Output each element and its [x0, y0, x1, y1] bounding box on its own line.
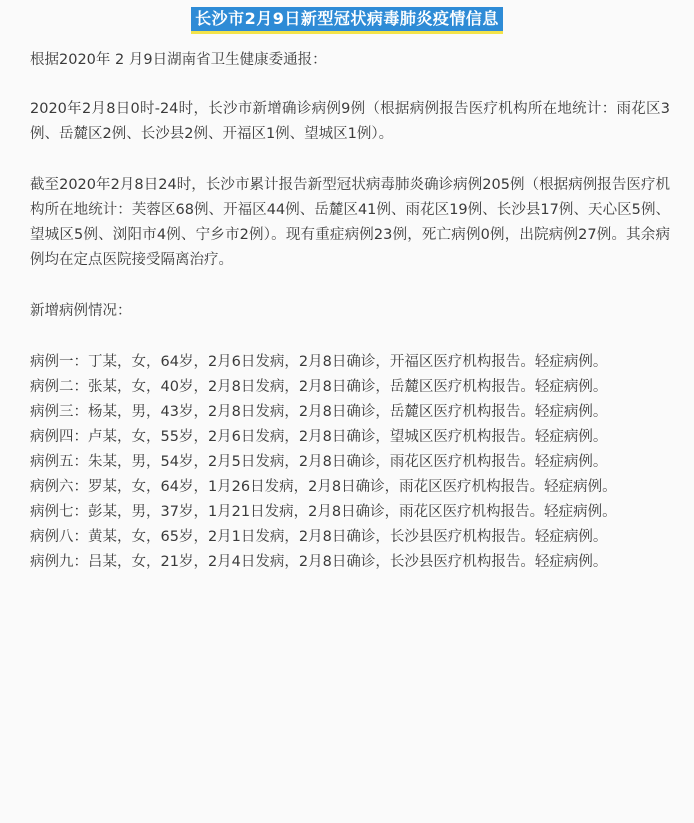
- cumulative-paragraph: 截至2020年2月8日24时，长沙市累计报告新型冠状病毒肺炎确诊病例205例（根据病例报告医疗机构所在地统计：芙蓉区68例、开福区44例、岳麓区41例、雨花区19例、长沙县17例、天心区5例、望城区5例、浏阳市4例、宁乡市2例）。现有重症病例23例，死亡病例0例，出院病例27例。其余病例均在定点医院接受隔离治疗。: [30, 177, 670, 268]
- new-cases-heading: 新增病例情况：: [30, 303, 132, 319]
- case-item: 病例七：彭某，男，37岁，1月21日发病，2月8日确诊，雨花区医疗机构报告。轻症病例。: [30, 504, 617, 520]
- case-item: 病例三：杨某，男，43岁，2月8日发病，2月8日确诊，岳麓区医疗机构报告。轻症病例。: [30, 404, 608, 420]
- daily-new-paragraph: 2020年2月8日0时-24时，长沙市新增确诊病例9例（根据病例报告医疗机构所在地统计：雨花区3例、岳麓区2例、长沙县2例、开福区1例、望城区1例）。: [30, 101, 670, 142]
- case-item: 病例一：丁某，女，64岁，2月6日发病，2月8日确诊，开福区医疗机构报告。轻症病例。: [30, 354, 608, 370]
- case-item: 病例八：黄某，女，65岁，2月1日发病，2月8日确诊，长沙县医疗机构报告。轻症病例。: [30, 529, 608, 545]
- case-item: 病例九：吕某，女，21岁，2月4日发病，2月8日确诊，长沙县医疗机构报告。轻症病例。: [30, 554, 608, 570]
- case-item: 病例二：张某，女，40岁，2月8日发病，2月8日确诊，岳麓区医疗机构报告。轻症病例。: [30, 379, 608, 395]
- intro-paragraph: 根据2020年 2 月9日湖南省卫生健康委通报：: [30, 52, 327, 68]
- case-item: 病例六：罗某，女，64岁，1月26日发病，2月8日确诊，雨花区医疗机构报告。轻症病例。: [30, 479, 617, 495]
- page-title: 长沙市2月9日新型冠状病毒肺炎疫情信息: [191, 7, 503, 34]
- article-body: [30, 48, 670, 575]
- case-item: 病例四：卢某，女，55岁，2月6日发病，2月8日确诊，望城区医疗机构报告。轻症病例。: [30, 429, 608, 445]
- title-bar: [0, 7, 694, 34]
- case-list: [30, 350, 670, 575]
- case-item: 病例五：朱某，男，54岁，2月5日发病，2月8日确诊，雨花区医疗机构报告。轻症病例。: [30, 454, 608, 470]
